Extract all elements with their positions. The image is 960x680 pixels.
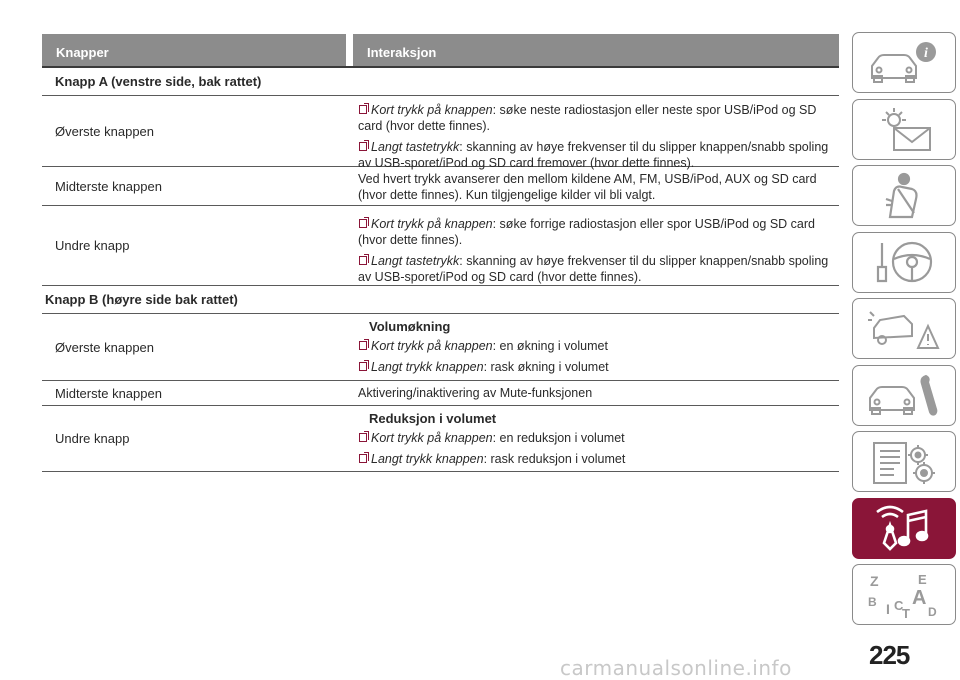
warning-lights-icon: [864, 104, 944, 154]
item-term: Kort trykk på knappen: [371, 339, 493, 353]
watermark: carmanualsonline.info: [560, 656, 792, 680]
item-text: : en reduksjon i volumet: [492, 431, 625, 445]
item-term: Langt trykk knappen: [371, 452, 484, 466]
table-row: [42, 96, 839, 170]
bullet-icon: [359, 256, 367, 265]
svg-text:I: I: [886, 600, 890, 617]
table-header: [42, 34, 839, 68]
tab-warning-lights[interactable]: [852, 99, 956, 160]
chapter-tabs: [852, 32, 956, 631]
item-text: Ved hvert trykk avanserer den mellom kildene AM, FM, USB/iPod, AUX og SD card (hvor dette finnes). Kun tilgjengelige kilder vil bli valgt.: [358, 172, 817, 202]
svg-text:Z: Z: [870, 572, 879, 589]
header-buttons: Knapper: [42, 34, 346, 66]
tab-car-info[interactable]: [852, 32, 956, 93]
row-label: Undre knapp: [55, 431, 130, 446]
item-text: : rask reduksjon i volumet: [483, 452, 626, 466]
row-label: Undre knapp: [55, 238, 130, 253]
row-interaction: [358, 381, 839, 405]
row-interaction: [358, 406, 839, 471]
item-text: : skanning av høye frekvenser til du slipper knappen/snabb spoling av USB-sporet/iPod og SD card fremover (hvor dette finnes).: [358, 140, 829, 170]
row-label: Øverste knappen: [55, 339, 155, 355]
item-term: Kort trykk på knappen: [371, 103, 493, 117]
bullet-icon: [359, 454, 367, 463]
svg-text:B: B: [868, 594, 877, 609]
row-interaction: [358, 206, 839, 285]
row-label: Midterste knappen: [55, 385, 162, 401]
item-term: Kort trykk på knappen: [371, 217, 493, 231]
bullet-icon: [359, 341, 367, 350]
table-row: [42, 314, 839, 381]
seat-safety-icon: [864, 171, 944, 221]
table-row: [42, 206, 839, 286]
row-interaction: [358, 314, 839, 380]
section-button-a: Knapp A (venstre side, bak rattet): [42, 68, 839, 96]
bullet-icon: [359, 105, 367, 114]
header-interaction: Interaksjon: [353, 34, 839, 66]
bullet-icon: [359, 362, 367, 371]
row-label: Midterste knappen: [55, 178, 162, 194]
section-button-b: Knapp B (høyre side bak rattet): [42, 286, 839, 314]
item-term: Langt tastetrykk: [371, 254, 460, 268]
item-term: Langt trykk knappen: [371, 360, 484, 374]
table-row: [42, 167, 839, 206]
bullet-icon: [359, 219, 367, 228]
tab-specifications[interactable]: [852, 431, 956, 492]
item-text: : søke forrige radiostasjon eller spor USB/iPod og SD card (hvor dette finnes).: [358, 217, 815, 247]
svg-text:E: E: [918, 571, 927, 587]
item-text: Aktivering/inaktivering av Mute-funksjonen: [358, 386, 593, 400]
item-term: Kort trykk på knappen: [371, 431, 493, 445]
accident-warning-icon: [864, 304, 944, 354]
svg-text:T: T: [902, 605, 910, 620]
tab-accident-warning[interactable]: [852, 298, 956, 359]
row-subhead: Volumøkning: [369, 319, 451, 334]
table-row: [42, 406, 839, 472]
svg-text:C: C: [894, 597, 904, 613]
item-text: : søke neste radiostasjon eller neste spor USB/iPod og SD card (hvor dette finnes).: [358, 103, 817, 133]
svg-text:D: D: [928, 604, 937, 619]
bullet-icon: [359, 142, 367, 151]
row-interaction: [358, 96, 839, 170]
svg-text:i: i: [924, 45, 928, 61]
item-text: : skanning av høye frekvenser til du slipper knappen/snabb spoling av USB-sporet/iPod og SD card (hvor dette finnes).: [358, 254, 829, 284]
item-text: : rask økning i volumet: [483, 360, 609, 374]
specifications-gears-icon: [864, 437, 944, 487]
table-row: [42, 381, 839, 406]
bullet-icon: [359, 433, 367, 442]
row-subhead: Reduksjon i volumet: [369, 411, 497, 426]
multimedia-icon: [864, 503, 944, 553]
row-interaction: [358, 167, 839, 205]
tab-key-steering[interactable]: [852, 232, 956, 293]
alphabetical-index-icon: [864, 570, 944, 620]
controls-table: [42, 34, 839, 472]
row-label: Øverste knappen: [55, 123, 155, 139]
tab-seat-safety[interactable]: [852, 165, 956, 226]
svg-text:A: A: [912, 586, 927, 609]
car-info-icon: [864, 38, 944, 88]
tab-alphabetical-index[interactable]: [852, 564, 956, 625]
tab-car-maintenance[interactable]: [852, 365, 956, 426]
item-text: : en økning i volumet: [492, 339, 608, 353]
tab-multimedia[interactable]: [852, 498, 956, 559]
page-number: 225: [869, 640, 910, 670]
item-term: Langt tastetrykk: [371, 140, 460, 154]
key-steering-wheel-icon: [864, 237, 944, 287]
car-maintenance-icon: [864, 370, 944, 420]
